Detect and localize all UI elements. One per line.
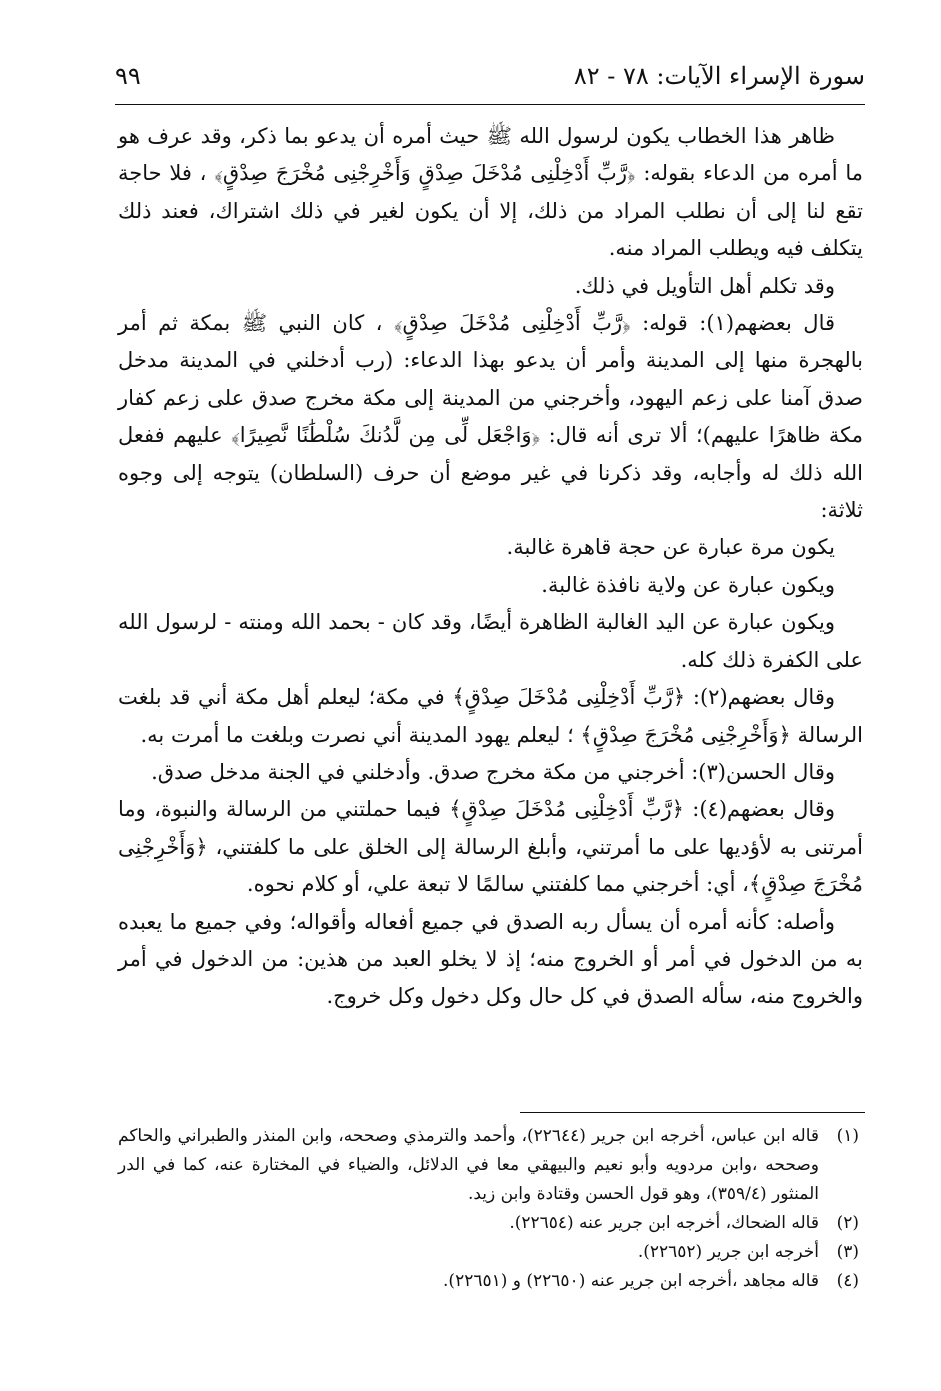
footnote-text: قاله ابن عباس، أخرجه ابن جرير (٢٢٦٤٤)، وأحمد والترمذي وصححه، وابن المنذر والطبراني والحاكم وصححه ،وابن مردويه وأبو نعيم والبيهقي معا في الدلائل، والضياء في المختارة عنه، كما في الدر المنثور (٣٥٩/٤)، وهو قول الحسن وقتادة وابن زيد. bbox=[118, 1126, 819, 1204]
header-rule bbox=[115, 104, 865, 105]
footnotes bbox=[118, 1122, 863, 1296]
footnote-text: قاله مجاهد ،أخرجه ابن جرير عنه (٢٢٦٥٠) و (٢٢٦٥١). bbox=[443, 1271, 819, 1291]
footnote bbox=[118, 1238, 863, 1267]
paragraph: يكون مرة عبارة عن حجة قاهرة غالبة. bbox=[506, 535, 835, 560]
footnote-number: (٣) bbox=[836, 1242, 859, 1262]
footnote-number: (٢) bbox=[836, 1213, 859, 1233]
paragraph: وقال الحسن(٣): أخرجني من مكة مخرج صدق. وأدخلني في الجنة مدخل صدق. bbox=[151, 759, 835, 784]
running-title: سورة الإسراء الآيات: ٧٨ - ٨٢ bbox=[573, 62, 865, 90]
footnote-text: قاله الضحاك، أخرجه ابن جرير عنه (٢٢٦٥٤). bbox=[509, 1213, 819, 1233]
footnote bbox=[118, 1209, 863, 1238]
footnote-number: (٤) bbox=[836, 1271, 859, 1291]
paragraph: ويكون عبارة عن ولاية نافذة غالبة. bbox=[541, 572, 835, 597]
paragraph: وأصله: كأنه أمره أن يسأل ربه الصدق في جميع أفعاله وأقواله؛ وفي جميع ما يعبده به من الدخول في أمر أو الخروج منه؛ إذ لا يخلو العبد من هذين: من الدخول في أمر والخروج منه، سأله الصدق في كل حال وكل دخول وكل خروج. bbox=[118, 909, 863, 1009]
paragraph: ويكون عبارة عن اليد الغالبة الظاهرة أيضًا، وقد كان - بحمد الله ومنته - لرسول الله على الكفرة ذلك كله. bbox=[118, 610, 863, 672]
footnote-rule bbox=[520, 1112, 865, 1113]
paragraph: وقال بعضهم(٤): ﴿رَّبِّ أَدْخِلْنِى مُدْخَلَ صِدْقٍ﴾ فيما حملتني من الرسالة والنبوة، وما أمرتنى به لأؤديها على ما أمرتني، وأبلغ الرسالة إلى الخلق على ما كلفتني، ﴿وَأَخْرِجْنِى مُخْرَجَ صِدْقٍ﴾، أي: أخرجني مما كلفتني سالمًا لا تبعة علي، أو كلام نحوه. bbox=[118, 797, 863, 897]
paragraph: ظاهر هذا الخطاب يكون لرسول الله ﷺ حيث أمره أن يدعو بما ذكر، وقد عرف هو ما أمره من الدعاء بقوله: ﴿رَّبِّ أَدْخِلْنِى مُدْخَلَ صِدْقٍ وَأَخْرِجْنِى مُخْرَجَ صِدْقٍ﴾ ، فلا حاجة تقع لنا إلى أن نطلب المراد من ذلك، إلا أن يكون لغير في ذلك اشتراك، فعند ذلك يتكلف فيه ويطلب المراد منه. bbox=[118, 124, 863, 261]
footnote bbox=[118, 1267, 863, 1296]
page-number: ٩٩ bbox=[115, 62, 141, 90]
footnote-number: (١) bbox=[836, 1126, 859, 1146]
paragraph: قال بعضهم(١): قوله: ﴿رَّبِّ أَدْخِلْنِى مُدْخَلَ صِدْقٍ﴾ ، كان النبي ﷺ بمكة ثم أمر بالهجرة منها إلى المدينة وأمر أن يدعو بهذا الدعاء: (رب أدخلني في المدينة مدخل صدق آمنا على زعم اليهود، وأخرجني من المدينة إلى مكة مخرج صدق على زعم كفار مكة ظاهرًا عليهم)؛ ألا ترى أنه قال: ﴿وَاجْعَل لِّى مِن لَّدُنكَ سُلْطَٰنًا نَّصِيرًا﴾ عليهم ففعل الله ذلك له وأجابه، وقد ذكرنا في غير موضع أن حرف (السلطان) يتوجه إلى وجوه ثلاثة: bbox=[118, 311, 863, 523]
page-header bbox=[115, 58, 865, 102]
paragraph: وقد تكلم أهل التأويل في ذلك. bbox=[574, 273, 835, 298]
paragraph: وقال بعضهم(٢): ﴿رَّبِّ أَدْخِلْنِى مُدْخَلَ صِدْقٍ﴾ في مكة؛ ليعلم أهل مكة أني قد بلغت الرسالة ﴿وَأَخْرِجْنِى مُخْرَجَ صِدْقٍ﴾ ؛ ليعلم يهود المدينة أني نصرت وبلغت ما أمرت به. bbox=[118, 685, 863, 747]
footnote-text: أخرجه ابن جرير (٢٢٦٥٢). bbox=[637, 1242, 819, 1262]
body-text bbox=[118, 118, 863, 1016]
footnote bbox=[118, 1122, 863, 1209]
